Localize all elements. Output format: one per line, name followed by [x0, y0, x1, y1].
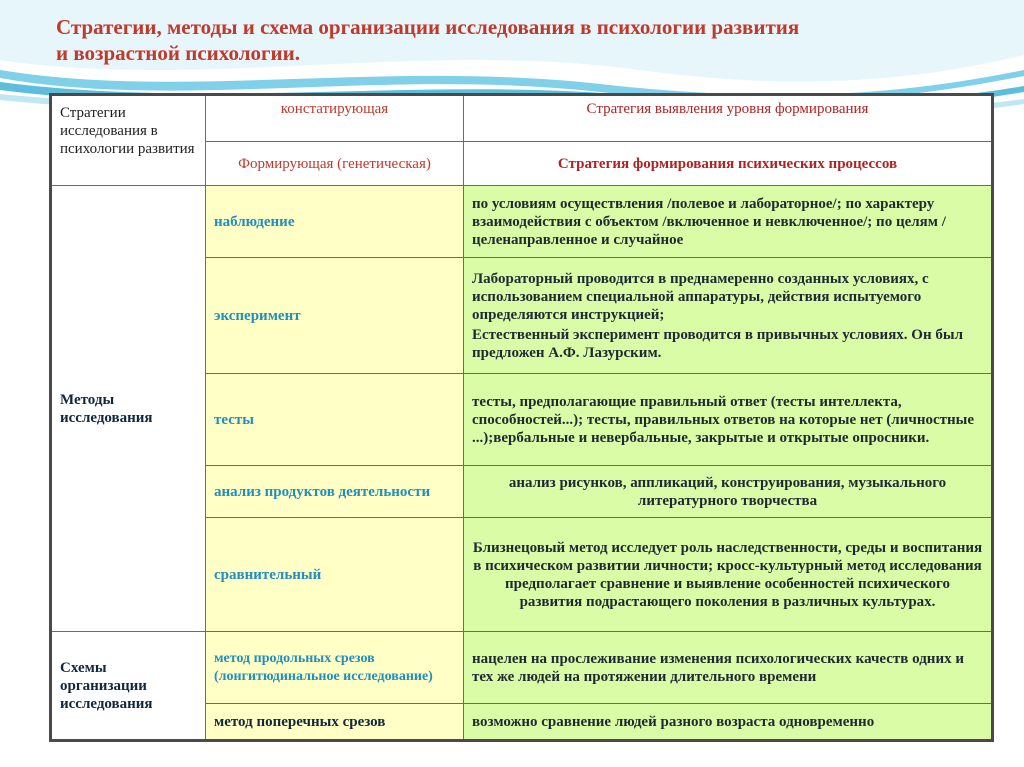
experiment-lab-text: Лабораторный проводится в преднамеренно созданных условиях, с использованием специальной аппаратуры, действия испытуемого определяются инструкцией;	[472, 270, 929, 323]
slide-title-line-1: Стратегии, методы и схема организации исследования в психологии развития	[56, 15, 800, 39]
scheme-cross: метод поперечных срезов	[206, 704, 464, 741]
method-observation: наблюдение	[206, 186, 464, 258]
slide-title-line-2: и возрастной психологии.	[56, 41, 300, 65]
method-experiment: эксперимент	[206, 258, 464, 374]
strategy-formative-desc: Стратегия формирования психических процессов	[464, 142, 993, 186]
method-experiment-desc	[464, 258, 993, 374]
method-comparative: сравнительный	[206, 518, 464, 632]
research-table	[49, 93, 994, 742]
method-observation-desc: по условиям осуществления /полевое и лабораторное/; по характеру взаимодействия с объектом /включенное и невключенное/; по целям /целенаправленное и случайное	[464, 186, 993, 258]
table-row	[51, 186, 993, 258]
slide-title	[56, 14, 996, 66]
strategies-label: Стратегии исследования в психологии развития	[51, 95, 206, 186]
method-comparative-desc: Близнецовый метод исследует роль наследственности, среды и воспитания в психическом развитии личности; кросс-культурный метод исследования предполагает сравнение и выявление особенностей психического развития подрастающего поколения в различных культурах.	[464, 518, 993, 632]
method-tests-desc: тесты, предполагающие правильный ответ (тесты интеллекта, способностей...); тесты, правильных ответов на которые нет (личностные ...);вербальные и невербальные, закрытые и открытые опросники.	[464, 374, 993, 466]
schemes-label: Схемы организации исследования	[51, 632, 206, 741]
scheme-longitudinal-desc: нацелен на прослеживание изменения психологических качеств одних и тех же людей на протяжении длительного времени	[464, 632, 993, 704]
method-products-desc: анализ рисунков, аппликаций, конструирования, музыкального литературного творчества	[464, 466, 993, 518]
method-products: анализ продуктов деятельности	[206, 466, 464, 518]
methods-label: Методы исследования	[51, 186, 206, 632]
strategy-formative: Формирующая (генетическая)	[206, 142, 464, 186]
table-row	[51, 95, 993, 142]
scheme-longitudinal: метод продольных срезов (лонгитюдинальное исследование)	[206, 632, 464, 704]
strategy-ascertaining-desc: Стратегия выявления уровня формирования	[464, 95, 993, 142]
experiment-natural-text: Естественный эксперимент проводится в привычных условиях. Он был предложен А.Ф. Лазурским.	[472, 326, 963, 361]
method-tests: тесты	[206, 374, 464, 466]
table-row	[51, 632, 993, 704]
scheme-cross-desc: возможно сравнение людей разного возраста одновременно	[464, 704, 993, 741]
strategy-ascertaining: констатирующая	[206, 95, 464, 142]
